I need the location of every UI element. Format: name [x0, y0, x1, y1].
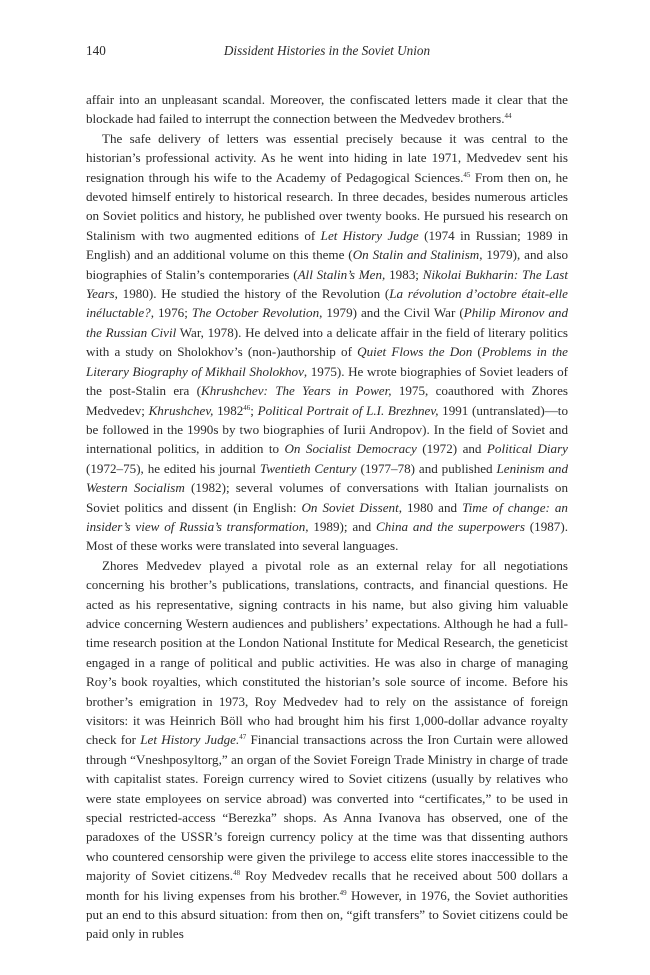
text-run: Zhores Medvedev played a pivotal role as an external relay for all negotiations concerning his brother’s publications, translations, contracts, and financial questions. He acted as his representative, signing contracts in his name, but also giving him valuable advice concerning Western audiences and publishers’ expectations. Although he had a full-time research position at the London National Institute for Medical Research, the geneticist engaged in a range of political and public activities. He was also in charge of managing Roy’s book royalties, which constituted the historian’s sole source of income. Before his brother’s emigration in 1973, Roy Medvedev had to rely on the assistance of foreign visitors: it was Heinrich Böll who had brought him his first 1,000-dollar advance royalty check for: [86, 557, 568, 748]
italic-title: China and the superpowers: [376, 518, 525, 534]
text-run: 1991 (untranslated)—to be followed in the 1990s by two biographies of Iurii Andropov). In the field of Soviet and international politics, in addition to: [86, 402, 568, 457]
italic-title: All Stalin’s Men,: [297, 266, 386, 282]
book-page: [86, 40, 568, 944]
text-run: From then on, he devoted himself entirely to historical research. In three decades, besides numerous articles on Soviet politics and history, he published over twenty books. He pursued his research on Stalinism with two augmented editions of: [86, 169, 568, 243]
text-run: However, in 1976, the Soviet authorities put an end to this absurd situation: from then on, “gift transfers” to Soviet citizens could be paid only in rubles: [86, 887, 568, 942]
italic-title: Political Portrait of L.I. Brezhnev,: [257, 402, 439, 418]
italic-title: Problems in the Literary Biography of Mikhail Sholokhov: [86, 344, 568, 379]
text-run: , 1979) and the Civil War (: [319, 305, 464, 321]
page-number: 140: [86, 43, 106, 58]
footnote-marker: 45: [463, 170, 471, 179]
italic-title: On Stalin and Stalinism: [352, 247, 480, 263]
text-run: (1974 in Russian; 1989 in English) and an additional volume on this theme (: [86, 227, 568, 263]
text-run: Financial transactions across the Iron Curtain were allowed through “Vneshposyltorg,” an organ of the Soviet Foreign Trade Ministry in charge of trade with capitalist states. Foreign currency wired to Soviet citizens (usually by relatives who were state employees on service abroad) was converted into “certificates,” to be used in special restricted-access “Berezka” shops. As Anna Ivanova has observed, one of the paradoxes of the USSR’s foreign currency policy at the time was that dissenting authors who countered censorship were given the privilege to access elite stores inaccessible to the majority of Soviet citizens.: [86, 732, 568, 884]
text-run: (: [472, 344, 482, 360]
text-run: 1975, coauthored with Zhores Medvedev;: [86, 383, 568, 418]
paragraph: [86, 556, 568, 944]
footnote-marker: 46: [243, 403, 251, 412]
text-run: ;: [250, 402, 258, 418]
italic-title: Let History Judge: [320, 227, 419, 243]
running-head: [86, 40, 568, 62]
body-text: [86, 90, 568, 944]
footnote-marker: 48: [233, 869, 241, 878]
text-run: , 1980). He studied the history of the Revolution (: [114, 286, 390, 302]
text-run: (1972–75), he edited his journal: [86, 460, 260, 476]
footnote-marker: 47: [239, 733, 247, 742]
running-title: Dissident Histories in the Soviet Union: [223, 43, 431, 58]
text-run: (1982); several volumes of conversations with Italian journalists on Soviet politics and dissent (in English:: [86, 480, 568, 515]
text-run: , 1979), and also biographies of Stalin’s contemporaries (: [86, 247, 569, 282]
italic-title: La révolution d’octobre était-elle inéluctable?,: [86, 286, 568, 321]
text-run: 1983;: [385, 266, 423, 282]
italic-title: Nikolai Bukharin: The Last Years: [86, 266, 569, 302]
italic-title: Twentieth Century: [259, 460, 357, 476]
italic-title: On Soviet Dissent: [301, 499, 399, 515]
italic-title: Leninism and Western Socialism: [86, 460, 568, 496]
text-run: The safe delivery of letters was essential precisely because it was central to the historian’s professional activity. As he went into hiding in late 1971, Medvedev sent his resignation through his wife to the Academy of Pedagogical Sciences.: [86, 130, 568, 185]
italic-title: Khrushchev,: [148, 402, 214, 418]
italic-title: Let History Judge.: [140, 732, 240, 748]
italic-title: Time of change: an insider’s view of Russia’s transformation: [86, 499, 568, 534]
text-run: (1972) and: [416, 441, 487, 457]
text-run: 1976;: [154, 305, 192, 321]
paragraph: [86, 129, 568, 556]
italic-title: The October Revolution: [191, 305, 320, 321]
text-run: 1982: [213, 402, 244, 418]
text-run: War, 1978). He delved into a delicate affair in the field of literary politics with a study on Sholokhov’s (non-)authorship of: [86, 324, 568, 360]
text-run: , 1975). He wrote biographies of Soviet leaders of the post-Stalin era (: [86, 363, 568, 399]
text-run: (1977–78) and published: [356, 460, 497, 476]
italic-title: Political Diary: [486, 441, 568, 457]
text-run: (1987). Most of these works were translated into several languages.: [86, 518, 568, 554]
text-run: affair into an unpleasant scandal. Moreover, the confiscated letters made it clear that the blockade had failed to interrupt the connection between the Medvedev brothers.: [86, 92, 568, 127]
italic-title: On Socialist Democracy: [284, 441, 417, 457]
text-run: Roy Medvedev recalls that he received about 500 dollars a month for his living expenses from his brother.: [86, 868, 568, 903]
italic-title: Khrushchev: The Years in Power,: [200, 383, 392, 399]
text-run: , 1980 and: [398, 499, 463, 515]
footnote-marker: 44: [504, 112, 512, 121]
footnote-marker: 49: [339, 888, 347, 897]
text-run: , 1989); and: [305, 518, 377, 534]
italic-title: Quiet Flows the Don: [357, 344, 473, 360]
paragraph: [86, 90, 568, 129]
italic-title: Philip Mironov and the Russian Civil: [86, 305, 568, 340]
